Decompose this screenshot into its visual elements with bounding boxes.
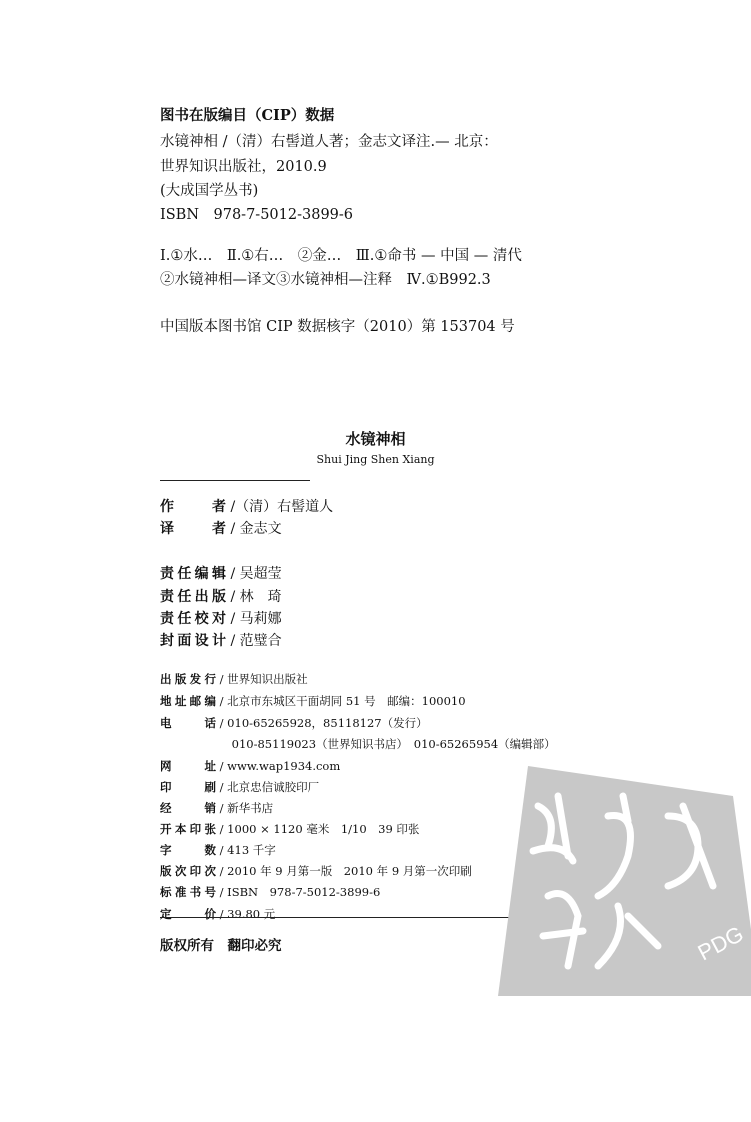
pub-row: [160, 800, 273, 816]
pub-value: 010-85119023（世界知识书店） 010-65265954（编辑部）: [231, 737, 556, 751]
credit-value: / 马莉娜: [230, 611, 282, 627]
seal-icon: [498, 756, 751, 996]
pub-row: [160, 758, 340, 774]
cip-subject-line-2: ②水镜神相—译文③水镜神相—注释 Ⅳ.①B992.3: [160, 272, 491, 288]
credit-cover-design: [160, 630, 282, 650]
credit-label: 责任校对: [160, 611, 226, 627]
pub-row: [160, 906, 275, 922]
pub-label: 经销: [160, 801, 216, 815]
pub-label: 电话: [160, 716, 216, 730]
credit-value: / 吴超莹: [230, 566, 282, 582]
credit-production: [160, 586, 282, 606]
cip-subject-line-1: Ⅰ.①水… Ⅱ.①右… ②金… Ⅲ.①命书 — 中国 — 清代: [160, 248, 522, 264]
credit-author: [160, 496, 333, 516]
pub-row: [160, 671, 308, 687]
pub-row: [160, 884, 380, 900]
pub-label: 地址邮编: [160, 694, 216, 708]
credit-value: /（清）右髻道人: [230, 499, 334, 515]
pub-label: 开本印张: [160, 822, 216, 836]
credit-value: / 林 琦: [230, 589, 282, 605]
pub-row: [160, 715, 428, 731]
pub-value: / 39.80 元: [219, 907, 276, 921]
credit-label: 封面设计: [160, 633, 226, 649]
pub-value: / 北京市东城区干面胡同 51 号 邮编：100010: [219, 694, 466, 708]
pub-value: / 2010 年 9 月第一版 2010 年 9 月第一次印刷: [219, 864, 472, 878]
credit-proofreader: [160, 608, 282, 628]
credit-value: / 金志文: [230, 521, 282, 537]
credit-editor: [160, 563, 282, 583]
credit-label: 责任出版: [160, 589, 226, 605]
pub-value: / 1000 × 1120 毫米 1/10 39 印张: [219, 822, 420, 836]
divider-top: [160, 480, 310, 481]
pub-row: [160, 779, 319, 795]
copyright-notice: 版权所有 翻印必究: [160, 938, 282, 954]
pub-label: 出版发行: [160, 672, 216, 686]
cip-heading: 图书在版编目（CIP）数据: [160, 107, 335, 124]
pub-value: / 世界知识出版社: [219, 672, 308, 686]
pub-row: [160, 821, 419, 837]
cip-line-1: 水镜神相 /（清）右髻道人著；金志文译注.— 北京：: [160, 134, 498, 150]
pub-label: 版次印次: [160, 864, 216, 878]
pub-value: / 北京忠信诚胶印厂: [219, 780, 320, 794]
credit-label: 作者: [160, 499, 226, 515]
cip-line-2: 世界知识出版社，2010.9: [160, 159, 327, 175]
credit-label: 译者: [160, 521, 226, 537]
credit-value: / 范璧合: [230, 633, 282, 649]
pub-label: 定价: [160, 907, 216, 921]
pub-row: [160, 842, 276, 858]
pub-label: 字数: [160, 843, 216, 857]
book-title: 水镜神相: [345, 430, 406, 448]
pub-label: 印刷: [160, 780, 216, 794]
pub-label: 标准书号: [160, 885, 216, 899]
cip-line-3: (大成国学丛书): [160, 183, 259, 199]
credit-label: 责任编辑: [160, 566, 226, 582]
cip-record-number: 中国版本图书馆 CIP 数据核字（2010）第 153704 号: [160, 319, 515, 335]
pub-row: [160, 693, 466, 709]
pdg-watermark-seal: [498, 756, 751, 996]
pub-value: / 010-65265928，85118127（发行）: [219, 716, 428, 730]
pub-value: / 新华书店: [219, 801, 274, 815]
watermark-text: PDG: [693, 920, 748, 966]
pub-value: / www.wap1934.com: [219, 759, 341, 773]
cip-line-4: ISBN 978-7-5012-3899-6: [160, 207, 354, 223]
pub-row: [160, 863, 472, 879]
book-pinyin: Shui Jing Shen Xiang: [316, 453, 435, 466]
pub-value: / 413 千字: [219, 843, 276, 857]
credit-translator: [160, 518, 282, 538]
pub-label: 网址: [160, 759, 216, 773]
pub-value: / ISBN 978-7-5012-3899-6: [219, 885, 381, 899]
pub-row: [160, 736, 556, 752]
